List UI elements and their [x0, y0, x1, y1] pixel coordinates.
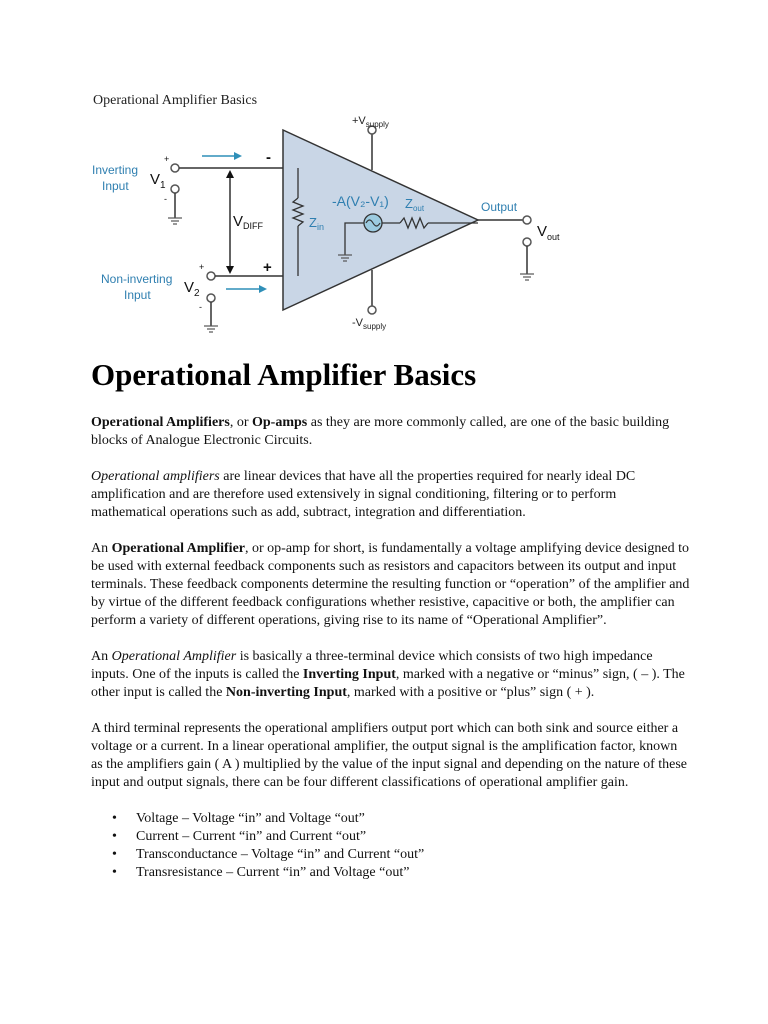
zout-label: Z — [405, 196, 413, 211]
vsupply-neg-sub: supply — [363, 322, 387, 331]
text-run: as they are more commonly called, are one of the basic building blocks of Analogue Electronic Circuits. — [91, 415, 670, 448]
arrow-icon — [202, 152, 242, 160]
list-item: • Voltage – Voltage “in” and Voltage “out” — [134, 810, 691, 828]
inverting-input-label-2: Input — [102, 179, 129, 193]
v1-bottom-terminal — [171, 185, 179, 193]
ground-icon — [168, 218, 182, 224]
italic-term: Operational amplifiers — [91, 469, 220, 484]
v1-sub: 1 — [160, 180, 166, 191]
vsupply-pos-label: +V — [352, 115, 366, 127]
svg-text:V1 — [150, 171, 166, 191]
bold-term: Inverting Input — [302, 667, 396, 682]
paragraph-inputs — [91, 648, 691, 702]
vdiff-sub: DIFF — [243, 221, 264, 231]
vsupply-neg-label: -V — [352, 317, 363, 329]
noninverting-input-label-2: Input — [124, 288, 151, 302]
list-item: • Current – Current “in” and Current “out” — [134, 828, 691, 846]
list-item: • Transconductance – Voltage “in” and Current “out” — [134, 846, 691, 864]
arrow-icon — [226, 285, 267, 293]
text-run: is basically a three-terminal device which consists of two high impedance inputs. One of the inputs is called the — [91, 649, 653, 682]
zout-sub: out — [412, 204, 425, 213]
v2-plus-mark: + — [199, 262, 205, 272]
text-run: are linear devices that have all the properties required for nearly ideal DC amplification and are therefore used extensively in signal conditioning, filtering or to perform mathematical operations such as add, subtract, integration and differentiation. — [91, 469, 636, 520]
op-amp-diagram — [80, 110, 600, 340]
bold-term: Operational Amplifiers — [91, 415, 230, 430]
v2-bottom-terminal — [207, 294, 215, 302]
vout-label: V — [537, 223, 548, 240]
v2-sub: 2 — [194, 288, 200, 299]
v2-top-terminal — [207, 272, 215, 280]
text-run: , or op-amp for short, is fundamentally a voltage amplifying device designed to be used with external feedback components such as resistors and capacitors between its output and input terminals. These feedback components determine the resulting function or “operation” of the amplifier and by virtue of the different feedback configurations whether resistive, capacitive or both, the amplifier can perform a variety of different operations, giving rise to its name of “Operational Amplifier”. — [91, 541, 690, 628]
ground-icon — [520, 274, 534, 280]
figure-caption: Operational Amplifier Basics — [93, 93, 258, 108]
inverting-input-label-1: Inverting — [92, 163, 139, 177]
v1-label: V — [150, 171, 161, 188]
svg-text:+Vsupply — [352, 115, 389, 129]
noninverting-input-label-1: Non-inverting — [101, 272, 173, 286]
v2-label: V — [184, 279, 195, 296]
paragraph-linear-devices — [91, 468, 691, 522]
text-run: , marked with a positive or “plus” sign ( + ). — [346, 685, 595, 700]
inverting-minus-sign: - — [266, 149, 271, 166]
italic-term: Operational Amplifier — [111, 649, 237, 664]
output-label: Output — [481, 200, 518, 214]
vdiff-label: V — [233, 213, 244, 230]
svg-text:VDIFF — [233, 213, 264, 231]
svg-text:-Vsupply — [352, 317, 386, 331]
zin-label: Z — [309, 215, 317, 230]
zin-sub: in — [316, 222, 324, 232]
list-item: • Transresistance – Current “in” and Voltage “out” — [134, 864, 691, 882]
bold-term: Non-inverting Input — [225, 685, 347, 700]
paragraph-definition — [91, 540, 691, 630]
v2-minus-mark: - — [199, 302, 202, 312]
vout-sub: out — [547, 232, 560, 242]
article-title: Operational Amplifier Basics — [91, 357, 477, 392]
v1-top-terminal — [171, 164, 179, 172]
ground-icon — [204, 326, 218, 332]
vout-bottom-terminal — [523, 238, 531, 246]
gain-classification-list — [91, 810, 691, 882]
vsupply-pos-sub: supply — [365, 120, 389, 129]
v1-plus-mark: + — [164, 154, 170, 164]
svg-text:Vout — [537, 223, 560, 242]
paragraph-output-terminal: A third terminal represents the operational amplifiers output port which can both sink and source either a voltage or a current. In a linear operational amplifier, the output signal is the amplification factor, known as the amplifiers gain ( A ) multiplied by the value of the input signal and depending on the nature of these input and output signals, there can be four different classifications of operational amplifier gain. — [91, 721, 688, 790]
ac-source-icon — [364, 214, 382, 232]
bold-term: Op-amps — [252, 415, 308, 430]
v1-minus-mark: - — [164, 194, 167, 204]
noninverting-plus-sign: + — [263, 259, 272, 276]
text-run: An — [91, 649, 112, 664]
vout-top-terminal — [523, 216, 531, 224]
bold-term: Operational Amplifier — [111, 541, 246, 556]
text-run: , marked with a negative or “minus” sign, ( – ). The other input is called the — [91, 667, 685, 700]
vsupply-neg-terminal — [368, 306, 376, 314]
paragraph-intro — [91, 414, 691, 450]
gain-expression: -A(V₂-V₁) — [332, 193, 389, 209]
article — [91, 355, 691, 882]
text-run: An — [91, 541, 112, 556]
svg-text:V2 — [184, 279, 200, 299]
text-run: , or — [229, 415, 252, 430]
